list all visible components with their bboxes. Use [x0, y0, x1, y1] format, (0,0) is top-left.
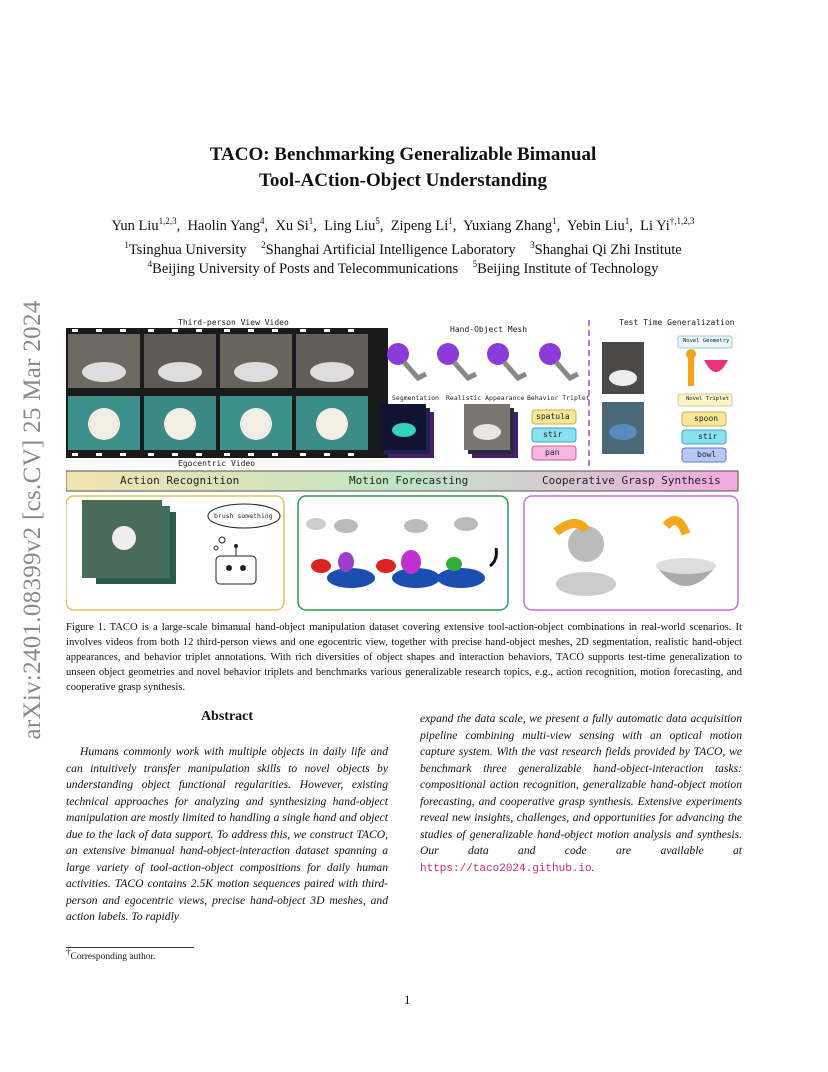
- triplet-word-tool: spatula: [536, 412, 570, 421]
- novel-word-action: stir: [698, 432, 718, 441]
- robot-icon: [216, 556, 256, 584]
- author-name: Haolin Yang$^4$: [187, 216, 265, 234]
- footnote: †Corresponding author.: [66, 947, 156, 963]
- page-number: 1: [404, 992, 411, 1007]
- third-person-label: Third-person View Video: [178, 318, 289, 327]
- paper-title: TACO: Benchmarking Generalizable Bimanual Tool-ACtion-Object Understanding: [209, 144, 597, 191]
- affiliation: $^5$Beijing Institute of Technology: [472, 259, 659, 277]
- novel-geometry-label: Novel Geometry: [683, 338, 730, 344]
- speech-bubble-text: brush something: [214, 512, 273, 520]
- affiliation: $^1$Tsinghua University: [124, 240, 247, 258]
- cooperative-grasp-panel: [524, 496, 738, 610]
- project-url-link[interactable]: https://taco2024.github.io: [420, 862, 592, 875]
- novel-triplet-label: Novel Triplet: [686, 396, 730, 402]
- affiliation: $^3$Shanghai Qi Zhi Institute: [530, 240, 682, 258]
- affiliation: $^2$Shanghai Artificial Intelligence Laboratory: [261, 240, 516, 258]
- teaser-figure: [66, 316, 742, 612]
- author-name: Li $Yi^{\dagger,1,2,3}$: [640, 216, 695, 234]
- segmentation-stack: [380, 404, 434, 458]
- novel-geometry-photo: [602, 342, 644, 394]
- task-motion-forecasting: Motion Forecasting: [349, 474, 469, 487]
- author-name: Ling Liu$^5$: [324, 216, 380, 234]
- task-grasp-synthesis: Cooperative Grasp Synthesis: [542, 474, 721, 487]
- abstract-heading: Abstract: [200, 709, 254, 724]
- motion-forecasting-panel: [298, 496, 508, 610]
- bowl-shape: [82, 362, 126, 382]
- novel-word-tool: spoon: [694, 414, 719, 423]
- arxiv-identifier: arXiv:2401.08399v2 [cs.CV] 25 Mar 2024: [19, 300, 46, 740]
- figure-caption: Figure 1. TACO is a large-scale bimanual hand-object manipulation dataset covering extensive tool-action-object combinations in real-world scenarios. It involves videos from both 12 third-person views and one egocentric view, together with precise hand-object meshes, 2D segmentation, realistic hand-object appearances, and behavior triplet annotations. With rich diversities of object shapes and interaction behaviors, TACO supports test-time generalization to unseen object geometries and novel behavior triplets and benchmarks various generalizable research topics, e.g., action recognition, motion forecasting, and cooperative grasp synthesis.: [66, 622, 742, 693]
- author-name: Yuxiang Zhang$^1$: [463, 216, 557, 234]
- triplet-word-action: stir: [543, 430, 563, 439]
- affiliation: $^4$Beijing University of Posts and Telecommunications: [147, 259, 459, 277]
- abstract-right-column: expand the data scale, we present a fully automatic data acquisition pipeline combining multi-view sensing with an optical motion capture system. With the vast research fields provided by TACO, we benchmark three generalizable hand-object-interaction tasks: compositional action recognition, generalizable hand-object motion forecasting, and cooperative grasp synthesis. Extensive experiments reveal new insights, challenges, and opportunities for advancing the studies of generalizable hand-object motion analysis and synthesis. Our data and code are available at https://taco2024.github.io.: [420, 712, 742, 875]
- author-name: Xu Si$^1$: [275, 216, 314, 234]
- author-list: Yun Liu$^{1,2,3}$, Haolin Yang$^4$, Xu Si$^1$, Ling Liu$^5$, Zipeng Li$^1$, Yuxiang Zhang$^1$, Yebin Liu$^1$, Li $Yi^{\dagger,1,2,3}$: [111, 216, 695, 234]
- novel-word-object: bowl: [697, 450, 717, 459]
- egocentric-label: Egocentric Video: [178, 459, 256, 468]
- appearance-label: Realistic Appearance: [446, 394, 525, 402]
- footnote-rule: [66, 947, 194, 948]
- hand-object-mesh-renders: [387, 343, 578, 378]
- test-time-label: Test Time Generalization: [619, 318, 735, 327]
- mesh-label: Hand-Object Mesh: [450, 325, 528, 334]
- author-name: Yun Liu$^{1,2,3}$: [111, 216, 177, 234]
- segmentation-label: Segmentation: [392, 394, 439, 402]
- author-name: Zipeng Li$^1$: [390, 216, 453, 234]
- task-action-recognition: Action Recognition: [120, 474, 240, 487]
- abstract-left-column: Humans commonly work with multiple objects in daily life and can intuitively transfer manipulation skills to novel objects by understanding object functional regularities. However, existing technical approaches for analyzing and synthesizing hand-object manipulation are mostly limited to handling a single hand and object due to the lack of data support. To address this, we construct TACO, an extensive bimanual hand-object-interaction dataset spanning a large variety of tool-action-object compositions for daily human activities. TACO contains 2.5K motion sequences paired with third-person and egocentric views, precise hand-object 3D meshes, and action labels. To rapidly: [66, 745, 388, 923]
- author-name: Yebin Liu$^1$: [566, 216, 630, 234]
- affiliations-line-1: [60, 242, 746, 259]
- affiliations-line-2: [60, 261, 746, 278]
- appearance-stack: [464, 404, 518, 458]
- triplet-label: Behavior Triplet: [527, 394, 590, 402]
- triplet-word-object: pan: [545, 448, 560, 457]
